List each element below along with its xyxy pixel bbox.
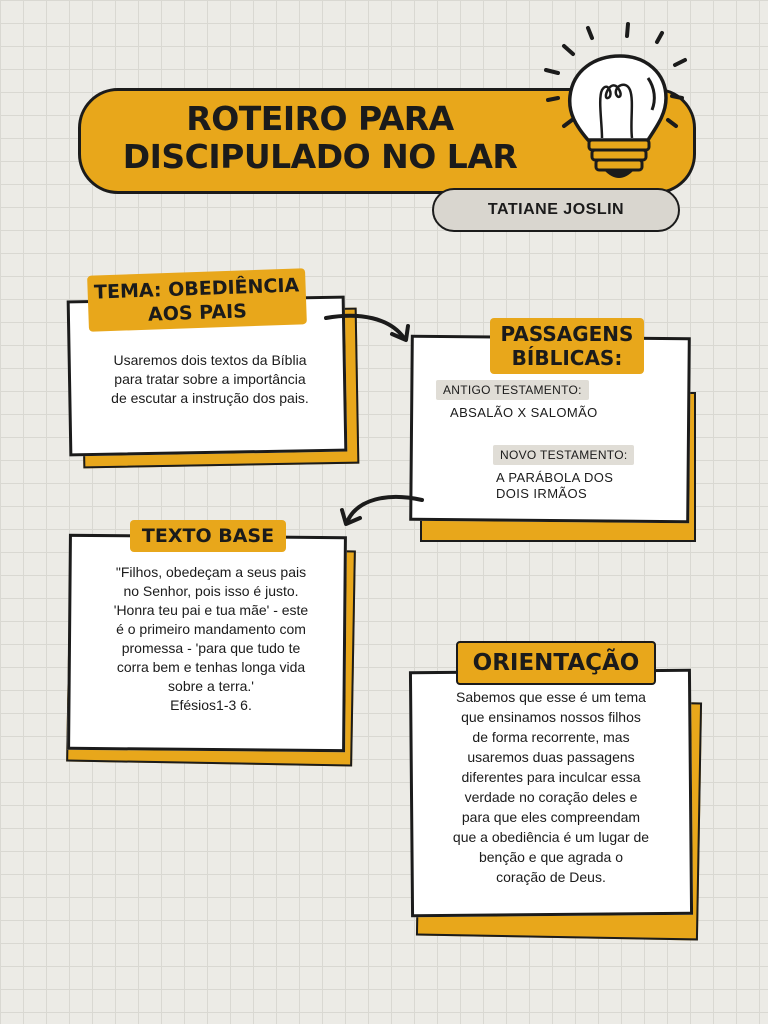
novo-testamento-label: NOVO TESTAMENTO: — [493, 445, 634, 465]
orientacao-line: de forma recorrente, mas — [472, 729, 630, 745]
texto-base-line: "Filhos, obedeçam a seus pais — [115, 564, 307, 580]
orientacao-line: que a obediência é um lugar de — [452, 829, 650, 845]
orientacao-tag-label: ORIENTAÇÃO — [472, 650, 640, 676]
author-name: TATIANE JOSLIN — [487, 201, 625, 218]
texto-base-line: Efésios1-3 6. — [170, 697, 252, 713]
texto-base-line: promessa - 'para que tudo te — [121, 640, 301, 656]
antigo-testamento-value: ABSALÃO X SALOMÃO — [450, 405, 598, 420]
orientacao-line: para que eles compreendam — [461, 809, 641, 825]
tema-text-line: para tratar sobre a importância — [114, 371, 306, 387]
title-line-1: ROTEIRO PARA — [186, 99, 454, 138]
tema-text-line: Usaremos dois textos da Bíblia — [113, 352, 307, 368]
orientacao-line: que ensinamos nossos filhos — [461, 709, 641, 725]
orientacao-line: benção e que agrada o — [478, 849, 623, 865]
novo-value-line-1: A PARÁBOLA DOS — [496, 470, 614, 485]
orientacao-line: diferentes para inculcar essa — [461, 769, 641, 785]
title-line-2: DISCIPULADO NO LAR — [122, 137, 518, 176]
texto-base-text — [86, 563, 336, 715]
texto-base-line: sobre a terra.' — [168, 678, 254, 694]
texto-base-line: no Senhor, pois isso é justo. — [123, 583, 299, 599]
texto-base-line: corra bem e tenhas longa vida — [116, 659, 306, 675]
page-title — [110, 100, 530, 176]
tema-text — [86, 351, 334, 408]
orientacao-line: verdade no coração deles e — [464, 789, 638, 805]
texto-base-line: é o primeiro mandamento com — [116, 621, 306, 637]
passagens-tag — [490, 318, 644, 374]
tema-tag — [87, 268, 307, 332]
passagens-tag-line-1: PASSAGENS — [500, 322, 634, 346]
novo-testamento-value — [496, 470, 613, 502]
arrow-left-icon — [336, 490, 428, 530]
orientacao-line: usaremos duas passagens — [467, 749, 635, 765]
arrow-right-icon — [320, 308, 420, 348]
texto-base-line: 'Honra teu pai e tua mãe' - este — [113, 602, 309, 618]
lightbulb-icon — [540, 18, 700, 193]
tema-tag-line-2: AOS PAIS — [147, 300, 248, 326]
novo-value-line-2: DOIS IRMÃOS — [496, 486, 588, 501]
orientacao-tag — [456, 641, 656, 685]
orientacao-line: coração de Deus. — [496, 869, 606, 885]
passagens-tag-line-2: BÍBLICAS: — [511, 346, 623, 370]
texto-base-tag-label: TEXTO BASE — [141, 525, 275, 547]
tema-tag-line-1: TEMA: OBEDIÊNCIA — [93, 274, 300, 304]
orientacao-text — [426, 687, 676, 887]
antigo-testamento-label: ANTIGO TESTAMENTO: — [436, 380, 589, 400]
author-badge — [432, 188, 680, 232]
orientacao-line: Sabemos que esse é um tema — [456, 689, 646, 705]
tema-text-line: de escutar a instrução dos pais. — [111, 390, 309, 406]
texto-base-tag — [130, 520, 286, 552]
